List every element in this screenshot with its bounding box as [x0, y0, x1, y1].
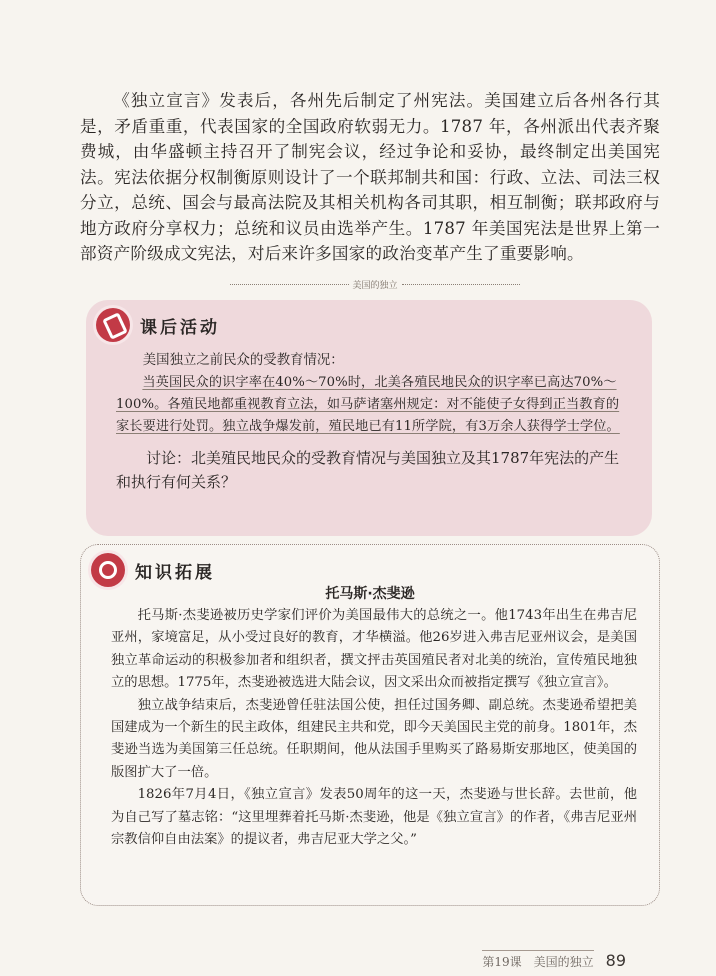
activity-header — [96, 308, 220, 342]
target-icon — [91, 553, 125, 587]
knowledge-body — [111, 605, 637, 851]
lesson-label: 第19课 美国的独立 — [482, 950, 593, 970]
knowledge-title: 知识拓展 — [135, 562, 215, 583]
main-paragraph: 《独立宣言》发表后，各州先后制定了州宪法。美国建立后各州各行其是，矛盾重重，代表国家的全国政府软弱无力。1787 年，各州派出代表齐聚费城，由华盛顿主持召开了制宪会议，经过争论和妥协，最终制定出美国宪法。宪法依据分权制衡原则设计了一个联邦制共和国：行政、立法、司法三权分立，总统、国会与最高法院及其相关机构各司其职，相互制衡；联邦政府与地方政府分享权力；总统和议员由选举产生。1787 年美国宪法是世界上第一部资产阶级成文宪法，对后来许多国家的政治变革产生了重要影响。 — [80, 91, 660, 263]
pencil-icon — [96, 308, 130, 342]
knowledge-header — [91, 553, 215, 587]
section-divider — [230, 278, 520, 291]
activity-body — [116, 350, 630, 494]
divider-label: 美国的独立 — [352, 281, 398, 291]
page-number: 89 — [605, 950, 626, 970]
main-text — [80, 88, 660, 267]
activity-question: 讨论：北美殖民地民众的受教育情况与美国独立及其1787年宪法的产生和执行有何关系？ — [116, 449, 620, 491]
knowledge-paragraph: 1826年7月4日，《独立宣言》发表50周年的这一天，杰斐逊与世长辞。去世前，他为自己写了墓志铭：“这里埋葬着托马斯·杰斐逊，他是《独立宣言》的作者，《弗吉尼亚州宗教信仰自由法案》的提议者，弗吉尼亚大学之父。” — [111, 787, 637, 848]
activity-data: 当英国民众的识字率在40%～70%时，北美各殖民地民众的识字率已高达70%～100%。各殖民地都重视教育立法，如马萨诸塞州规定：对不能使子女得到正当教育的家长要进行处罚。独立战争爆发前，殖民地已有11所学院，有3万余人获得学士学位。 — [116, 375, 620, 434]
knowledge-subtitle: 托马斯·杰斐逊 — [325, 586, 415, 602]
after-class-activity-box — [86, 300, 652, 536]
knowledge-paragraph: 托马斯·杰斐逊被历史学家们评价为美国最伟大的总统之一。他1743年出生在弗吉尼亚州，家境富足，从小受过良好的教育，才华横溢。他26岁进入弗吉尼亚州议会，是美国独立革命运动的积极参加者和组织者，撰文抨击英国殖民者对北美的统治，宣传殖民地独立的思想。1775年，杰斐逊被选进大陆会议，因文采出众而被指定撰写《独立宣言》。 — [111, 608, 637, 691]
activity-title: 课后活动 — [140, 317, 220, 338]
page-footer — [482, 950, 626, 970]
knowledge-extension-box — [80, 544, 660, 906]
knowledge-paragraph: 独立战争结束后，杰斐逊曾任驻法国公使，担任过国务卿、副总统。杰斐逊希望把美国建成为一个新生的民主政体，组建民主共和党，即今天美国民主党的前身。1801年，杰斐逊当选为美国第三任总统。任职期间，他从法国手里购买了路易斯安那地区，使美国的版图扩大了一倍。 — [111, 697, 637, 780]
activity-intro: 美国独立之前民众的受教育情况： — [142, 353, 344, 368]
